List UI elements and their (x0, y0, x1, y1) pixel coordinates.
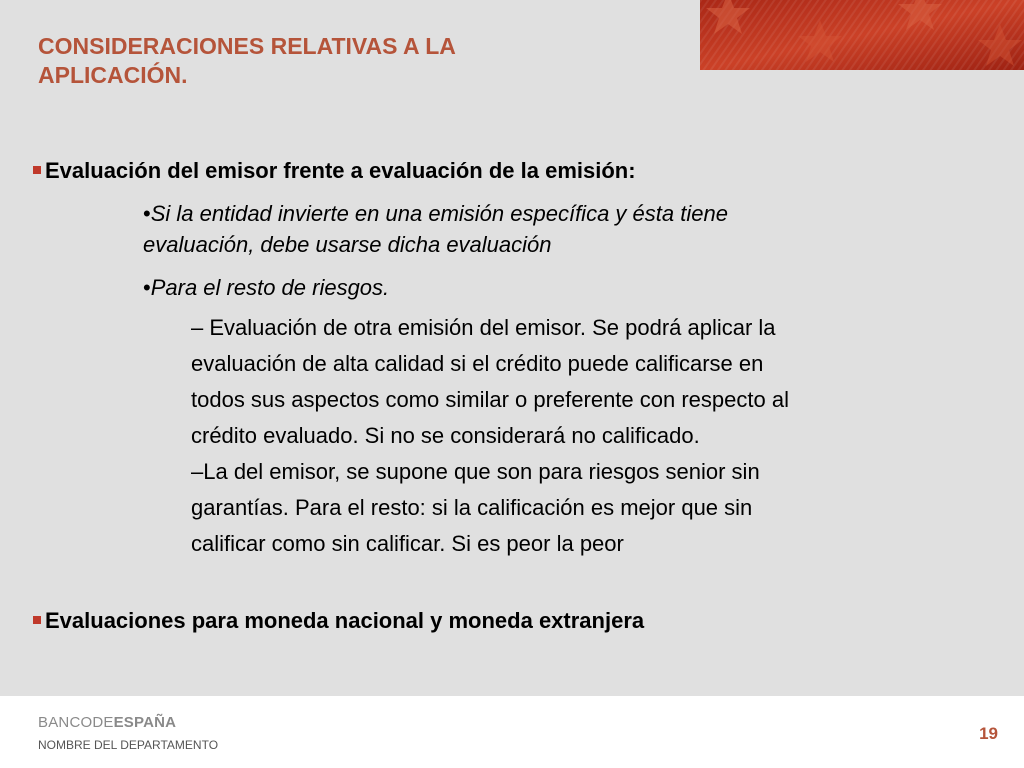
bullet-text: Evaluaciones para moneda nacional y moneda extranjera (45, 608, 645, 633)
sub-bullet-item (143, 198, 943, 260)
nested-item (191, 310, 991, 454)
nested-item-line: –La del emisor, se supone que son para riesgos senior sin (191, 459, 760, 484)
footer (0, 696, 1024, 768)
nested-item-line: garantías. Para el resto: si la calificación es mejor que sin (191, 495, 753, 520)
page-number: 19 (979, 724, 998, 743)
logo-text-espana: ESPAÑA (113, 714, 177, 731)
nested-item-line: crédito evaluado. Si no se considerará no calificado. (191, 423, 700, 448)
bullet-item (33, 607, 644, 635)
sub-bullet-text-line-1: Si la entidad invierte en una emisión específica y ésta tiene (150, 201, 728, 226)
red-square-bullet-icon (33, 616, 41, 624)
bullet-text: Evaluación del emisor frente a evaluación de la emisión: (45, 158, 636, 183)
sub-bullet-text: Para el resto de riesgos. (150, 275, 390, 300)
nested-item-line: todos sus aspectos como similar o preferente con respecto al (191, 387, 789, 412)
banco-de-espana-logo (38, 714, 176, 731)
red-square-bullet-icon (33, 166, 41, 174)
nested-item-line: – Evaluación de otra emisión del emisor. Se podrá aplicar la (191, 315, 776, 340)
bullet-dot-icon: • (143, 201, 151, 226)
bullet-dot-icon: • (143, 275, 151, 300)
sub-bullet-item (143, 272, 943, 303)
bullet-item (33, 157, 636, 185)
sub-bullet-text-line-2: evaluación, debe usarse dicha evaluación (143, 232, 552, 257)
title-line-2: APLICACIÓN. (38, 62, 188, 88)
nested-item-line: calificar como sin calificar. Si es peor la peor (191, 531, 624, 556)
department-name: NOMBRE DEL DEPARTAMENTO (38, 738, 219, 752)
title-line-1: CONSIDERACIONES RELATIVAS A LA (38, 33, 456, 59)
logo-text-de: DE (92, 714, 114, 731)
nested-item-line: evaluación de alta calidad si el crédito puede calificarse en (191, 351, 764, 376)
logo-text-banco: BANCO (38, 714, 93, 731)
nested-item (191, 454, 991, 562)
